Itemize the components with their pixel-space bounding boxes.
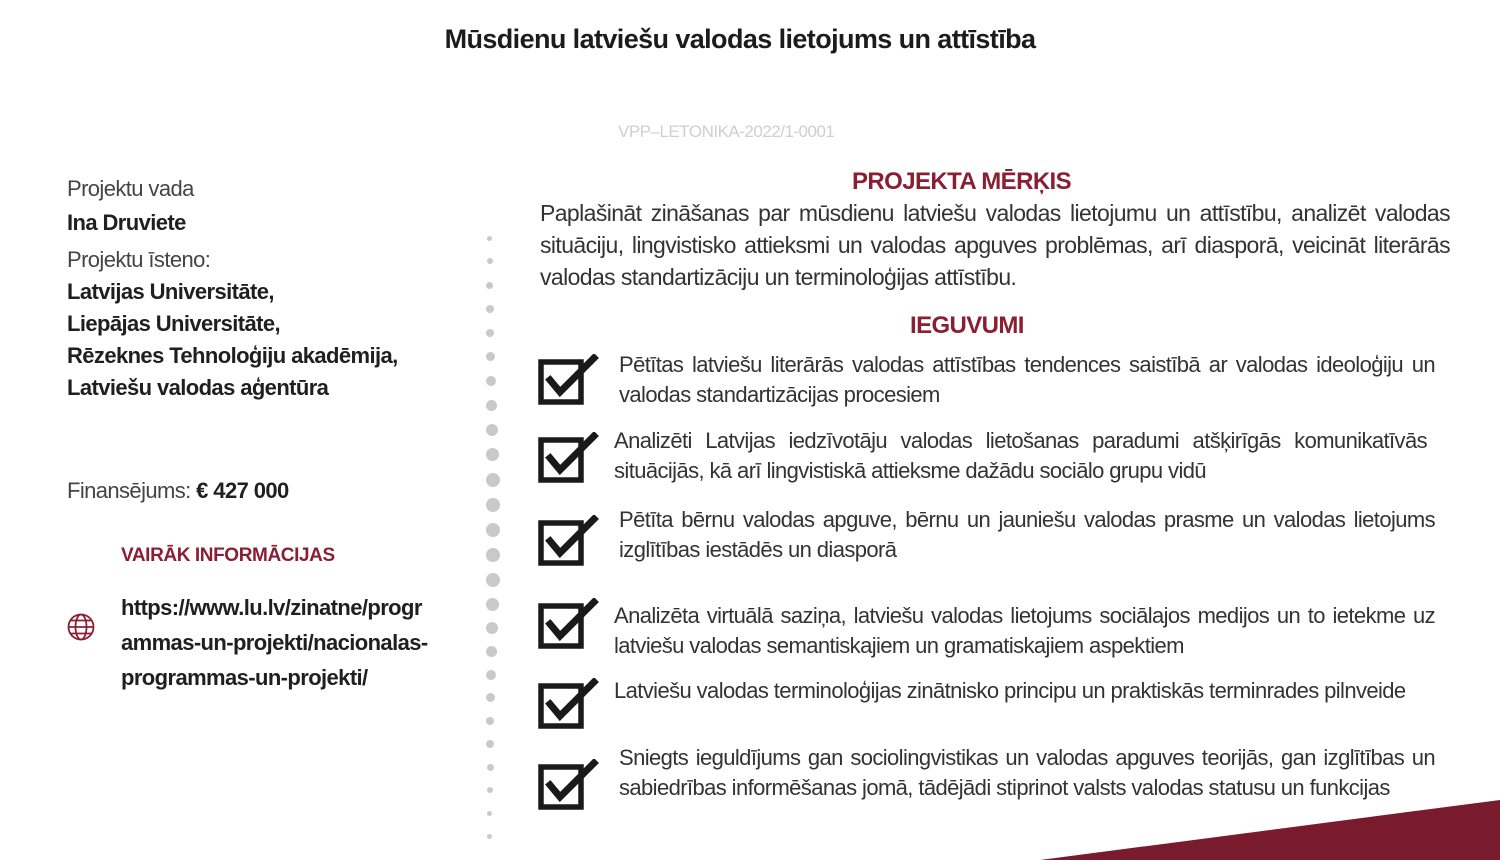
benefit-text: Pētītas latviešu literārās valodas attīstības tendences saistībā ar valodas ideoloģiju un valodas standartizācijas procesiem	[619, 352, 1435, 407]
divider-dot	[487, 258, 493, 264]
checkbox-checked-icon	[537, 598, 599, 652]
more-info-heading: VAIRĀK INFORMĀCIJAS	[121, 545, 335, 566]
divider-dot	[486, 329, 494, 337]
more-info-link[interactable]: https://www.lu.lv/zinatne/programmas-un-projekti/nacionalas-programmas-un-projekti/	[121, 595, 428, 690]
page-title: Mūsdienu latviešu valodas lietojums un attīstība	[444, 24, 1036, 54]
divider-dot	[487, 811, 492, 816]
divider-dot	[486, 693, 495, 702]
divider-dot	[486, 448, 499, 461]
divider-dot	[486, 305, 494, 313]
divider-dot	[486, 400, 497, 411]
divider-dot	[486, 598, 499, 611]
divider-dot	[487, 834, 492, 839]
funding-value: € 427 000	[196, 478, 289, 503]
checkbox-checked-icon	[537, 432, 599, 486]
divider-dot	[486, 573, 500, 587]
executor-item: Liepājas Universitāte,	[67, 311, 281, 336]
funding	[67, 478, 289, 504]
checkbox-checked-icon	[537, 759, 599, 813]
executor-item: Latviešu valodas aģentūra	[67, 375, 329, 400]
project-info-panel	[67, 176, 447, 404]
executors-label: Projektu īsteno:	[67, 247, 211, 272]
divider-dot	[486, 352, 495, 361]
leader-name: Ina Druviete	[67, 210, 186, 235]
divider-dot	[486, 670, 496, 680]
leader-label: Projektu vada	[67, 176, 194, 201]
project-code: VPP–LETONIKA-2022/1-0001	[618, 122, 835, 141]
goal-text: Paplašināt zināšanas par mūsdienu latviešu valodas lietojumu un attīstību, analizēt valodas situāciju, lingvistisko attieksmi un valodas apguves problēmas, arī diasporā, veicināt literārās valodas standartizāciju un terminoloģijas attīstību.	[540, 200, 1450, 290]
divider-dot	[486, 376, 496, 386]
divider-dot	[487, 764, 494, 771]
divider-dot	[487, 236, 492, 241]
column-divider	[482, 236, 498, 856]
divider-dot	[486, 717, 494, 725]
divider-dot	[486, 498, 500, 512]
divider-dot	[486, 282, 493, 289]
checkbox-checked-icon	[537, 678, 599, 732]
benefit-text: Analizēta virtuālā saziņa, latviešu valodas lietojums sociālajos medijos un to ietekme uz latviešu valodas semantiskajiem un gramatiskajiem aspektiem	[614, 603, 1435, 658]
goal-heading: PROJEKTA MĒRĶIS	[852, 168, 1072, 195]
funding-label: Finansējums:	[67, 478, 191, 503]
executor-item: Latvijas Universitāte,	[67, 279, 274, 304]
divider-dot	[486, 523, 500, 537]
benefit-text: Analizēti Latvijas iedzīvotāju valodas lietošanas paradumi atšķirīgās komunikatīvās situācijās, kā arī lingvistiskā attieksme dažādu sociālo grupu vidū	[614, 428, 1427, 483]
divider-dot	[486, 424, 498, 436]
benefit-text: Pētīta bērnu valodas apguve, bērnu un jauniešu valodas prasme un valodas lietojums izglītības iestādēs un diasporā	[619, 507, 1435, 562]
benefit-text: Sniegts ieguldījums gan sociolingvistikas un valodas apguves teorijās, gan izglītības un sabiedrības informēšanas jomā, tādējādi stiprinot valsts valodas statusu un funkcijas	[619, 745, 1435, 800]
divider-dot	[486, 646, 497, 657]
divider-dot	[486, 622, 498, 634]
benefits-heading: IEGUVUMI	[910, 312, 1024, 339]
divider-dot	[486, 740, 494, 748]
checkbox-checked-icon	[537, 515, 599, 569]
divider-dot	[486, 473, 500, 487]
globe-icon	[66, 612, 96, 642]
divider-dot	[487, 787, 493, 793]
divider-dot	[486, 548, 500, 562]
executor-item: Rēzeknes Tehnoloģiju akadēmija,	[67, 343, 398, 368]
checkbox-checked-icon	[537, 354, 599, 408]
benefit-text: Latviešu valodas terminoloģijas zinātnisko principu un praktiskās terminrades pilnveide	[614, 678, 1406, 703]
